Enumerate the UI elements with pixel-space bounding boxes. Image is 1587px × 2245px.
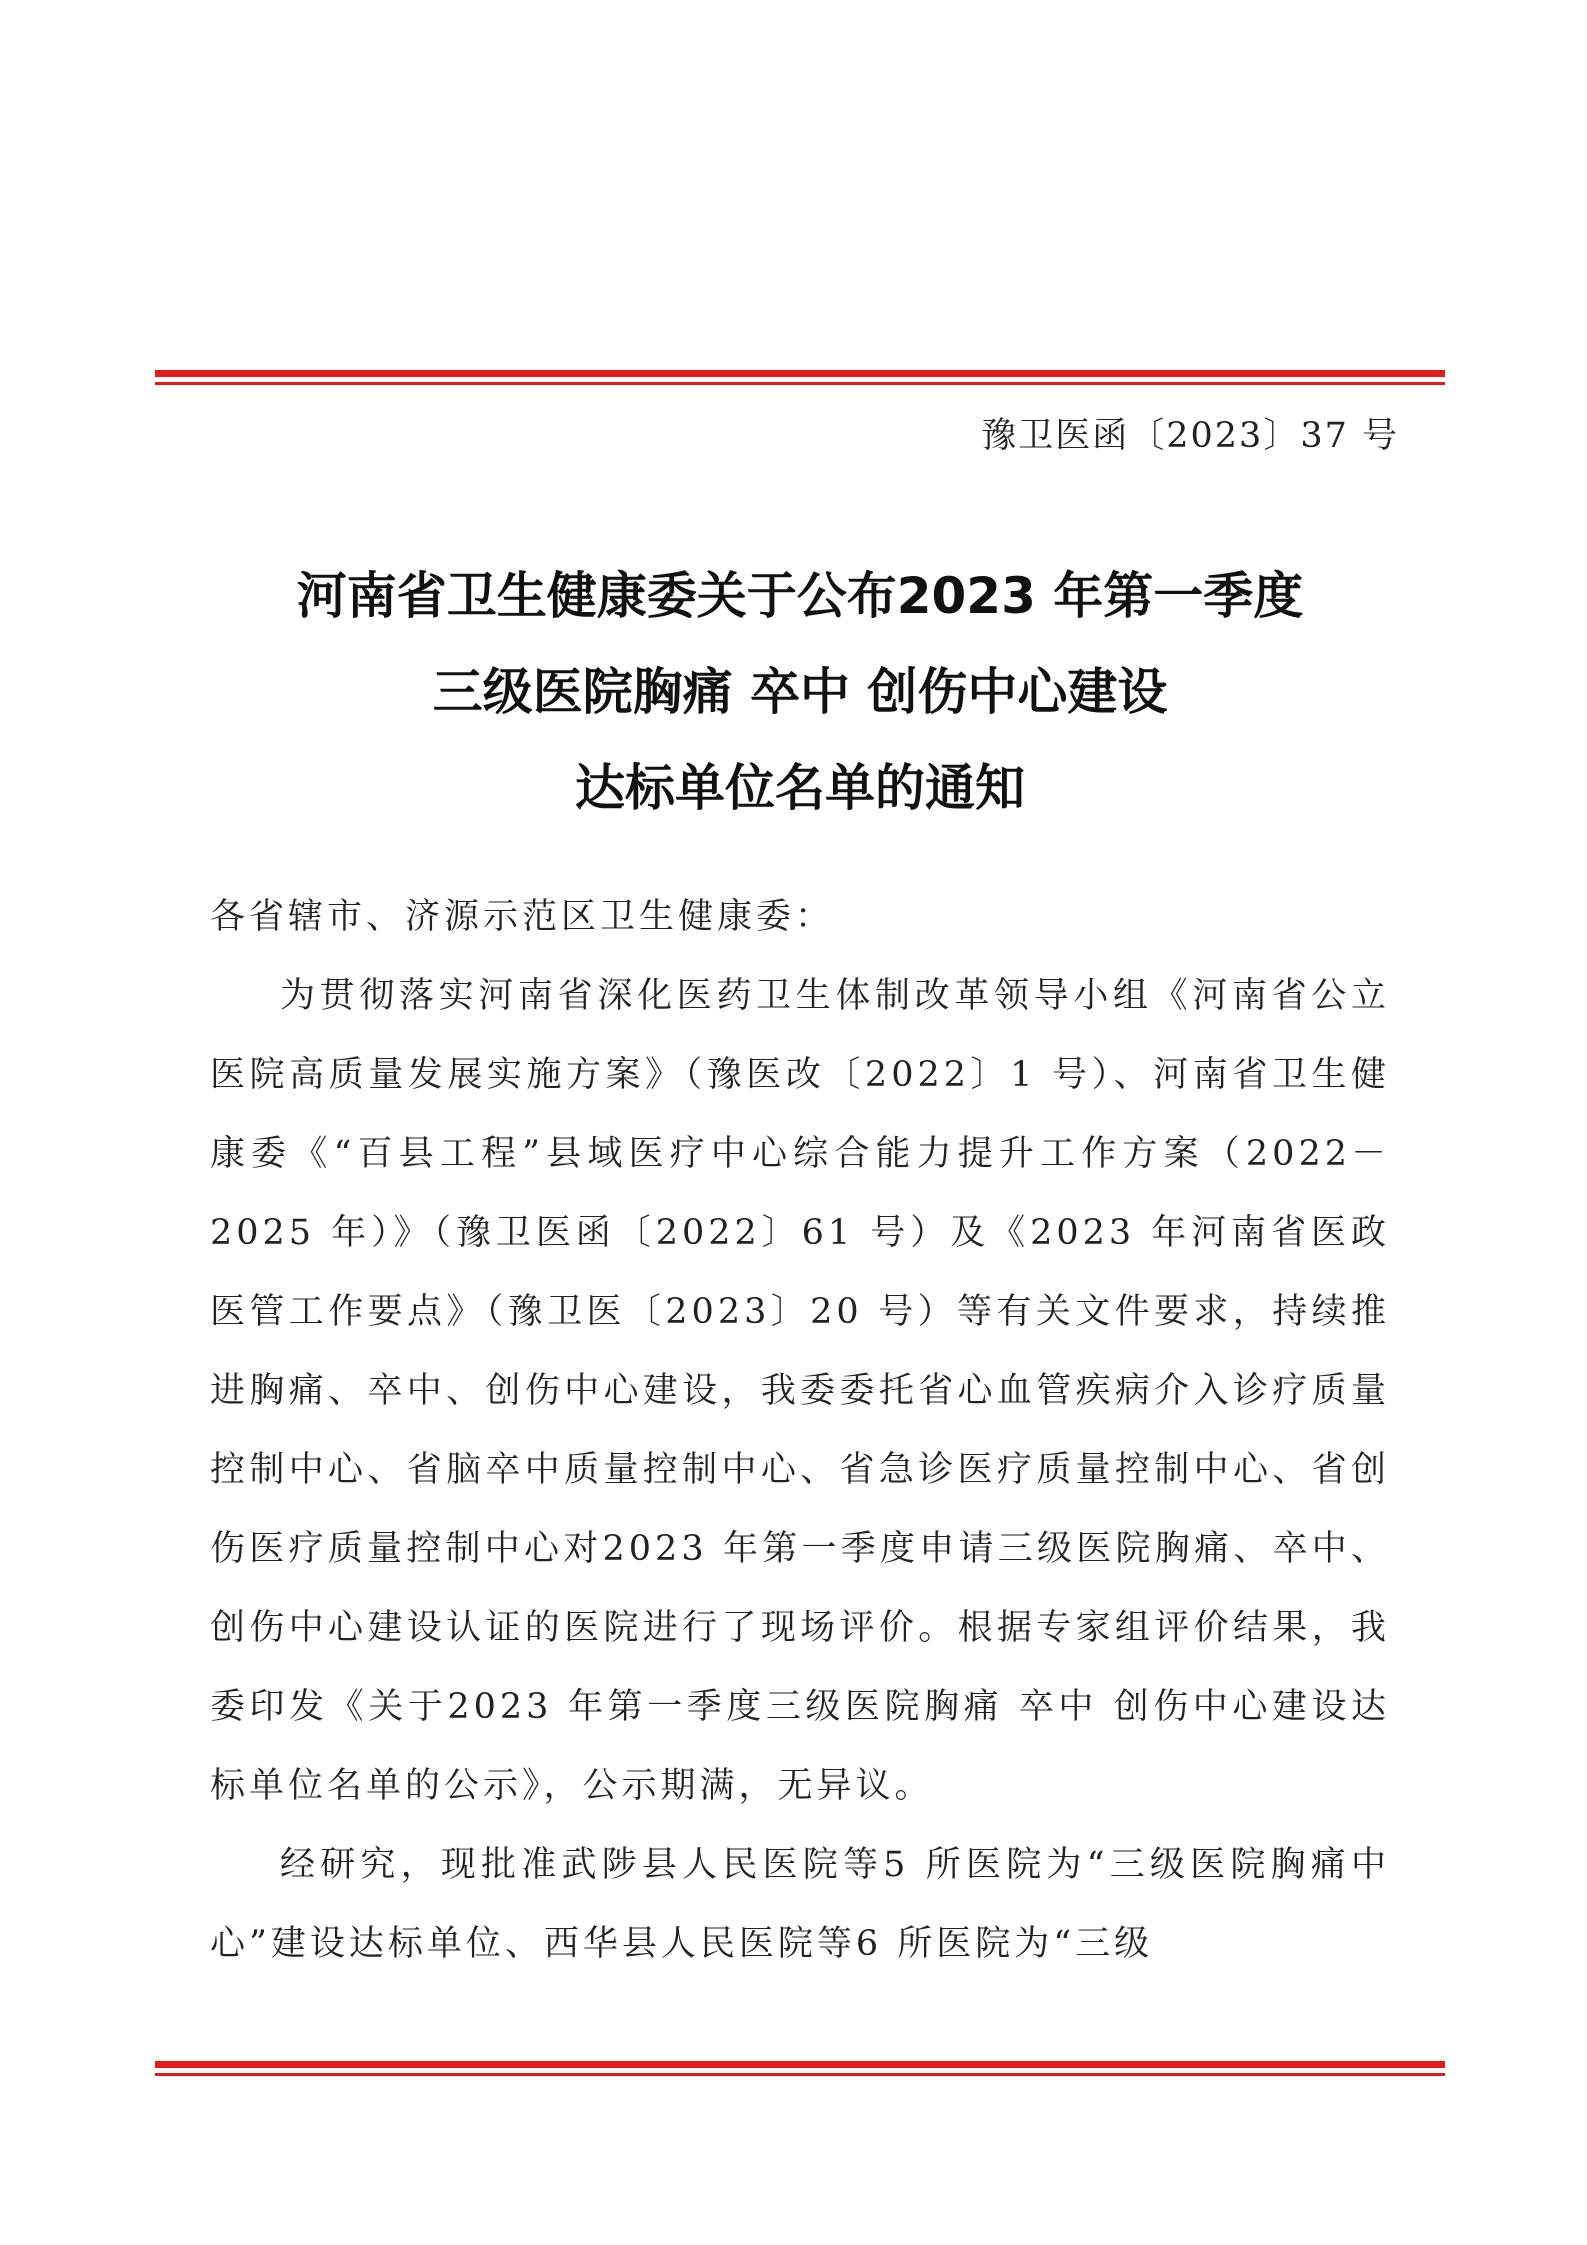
header-red-rule — [155, 370, 1445, 385]
salutation: 各省辖市、济源示范区卫生健康委： — [210, 897, 835, 937]
title-line-2: 三级医院胸痛 卒中 创伤中心建设 — [432, 663, 1168, 721]
document-title — [155, 548, 1445, 836]
body-paragraph-1: 为贯彻落实河南省深化医药卫生体制改革领导小组《河南省公立医院高质量发展实施方案》（豫医改〔2022〕1 号）、河南省卫生健康委《“百县工程”县域医疗中心综合能力提升工作方案（2022－2025 年）》（豫卫医函〔2022〕61 号）及《2023 年河南省医政医管工作要点》（豫卫医〔2023〕20 号）等有关文件要求，持续推进胸痛、卒中、创伤中心建设，我委委托省心血管疾病介入诊疗质量控制中心、省脑卒中质量控制中心、省急诊医疗质量控制中心、省创伤医疗质量控制中心对2023 年第一季度申请三级医院胸痛、卒中、创伤中心建设认证的医院进行了现场评价。根据专家组评价结果，我委印发《关于2023 年第一季度三级医院胸痛 卒中 创伤中心建设达标单位名单的公示》，公示期满，无异议。 — [210, 976, 1390, 1806]
body-paragraph-2: 经研究，现批准武陟县人民医院等5 所医院为“三级医院胸痛中心”建设达标单位、西华县人民医院等6 所医院为“三级 — [210, 1845, 1390, 1964]
header-rule-thick-line — [155, 370, 1445, 377]
footer-red-rule — [155, 2061, 1445, 2076]
footer-rule-thin-line — [155, 2073, 1445, 2076]
document-body — [210, 878, 1390, 1984]
footer-rule-thick-line — [155, 2061, 1445, 2068]
title-line-3: 达标单位名单的通知 — [575, 759, 1025, 817]
title-line-1: 河南省卫生健康委关于公布2023 年第一季度 — [296, 567, 1304, 625]
header-rule-thin-line — [155, 382, 1445, 385]
document-number: 豫卫医函〔2023〕37 号 — [981, 416, 1399, 456]
